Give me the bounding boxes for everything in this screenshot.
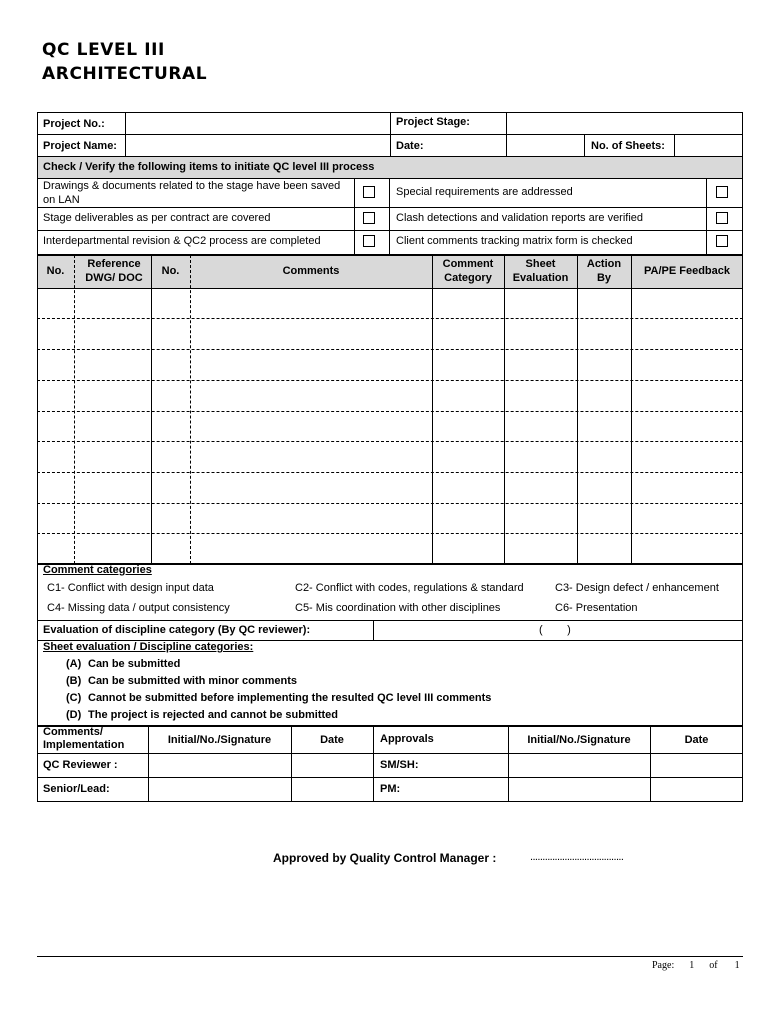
initial-signature-header-2: Initial/No./Signature: [527, 734, 631, 746]
date-header-2: Date: [684, 734, 709, 746]
project-no-field[interactable]: [126, 113, 389, 134]
divider: [706, 178, 707, 255]
page-label: Page:: [652, 960, 675, 971]
checklist-right-item: Client comments tracking matrix form is checked: [396, 235, 633, 247]
approvals-header: Approvals: [380, 733, 434, 745]
checklist-left-item: Interdepartmental revision & QC2 process are completed: [43, 235, 321, 247]
row-divider: [37, 318, 743, 319]
category-item: C3- Design defect / enhancement: [555, 582, 719, 594]
evaluation-text: The project is rejected and cannot be submitted: [88, 709, 338, 721]
checklist-left-item: Stage deliverables as per contract are covered: [43, 212, 271, 224]
senior-lead-label: Senior/Lead:: [43, 783, 110, 795]
col-header-comment-category: Comment Category: [442, 258, 494, 284]
evaluation-text: Cannot be submitted before implementing the resulted QC level III comments: [88, 692, 492, 704]
comment-categories-heading: Comment categories: [43, 564, 152, 576]
date-label: Date:: [396, 140, 424, 152]
row-divider: [37, 441, 743, 442]
divider: [584, 134, 585, 156]
page-footer: [652, 960, 740, 971]
evaluation-key: (B): [66, 675, 82, 687]
evaluation-text: Can be submitted with minor comments: [88, 675, 298, 687]
sheet-evaluation-heading: Sheet evaluation / Discipline categories:: [43, 641, 254, 653]
category-item: C6- Presentation: [555, 602, 638, 614]
col-divider: [151, 255, 152, 564]
checkbox[interactable]: [716, 212, 728, 224]
checklist-right-item: Special requirements are addressed: [396, 186, 573, 198]
page-total: 1: [734, 960, 740, 971]
date-header: Date: [320, 734, 344, 746]
evaluation-key: (D): [66, 709, 82, 721]
row-divider: [37, 533, 743, 534]
title-line-1: QC LEVEL III: [42, 40, 165, 60]
project-no-label: Project No.:: [43, 118, 105, 130]
col-divider: [190, 255, 191, 564]
divider: [373, 726, 374, 802]
evaluation-key: (A): [66, 658, 82, 670]
divider: [389, 178, 390, 255]
row-divider: [37, 503, 743, 504]
col-header-reference: Reference DWG/ DOC: [85, 258, 143, 284]
col-header-comments: Comments: [282, 265, 340, 277]
divider: [37, 207, 743, 208]
category-item: C1- Conflict with design input data: [47, 582, 214, 594]
of-label: of: [709, 960, 718, 971]
approval-label: Approved by Quality Control Manager :: [273, 851, 497, 865]
evaluation-text: Can be submitted: [88, 658, 181, 670]
divider: [37, 288, 743, 289]
row-divider: [37, 472, 743, 473]
col-header-action-by: Action By: [586, 258, 622, 284]
divider: [37, 777, 743, 778]
row-divider: [37, 411, 743, 412]
checklist-left-item: Drawings & documents related to the stage have been saved on LAN: [43, 180, 341, 206]
divider: [37, 156, 743, 157]
col-header-no: No.: [46, 265, 65, 277]
col-header-feedback: PA/PE Feedback: [644, 265, 730, 277]
project-name-field[interactable]: [126, 135, 389, 156]
checkbox[interactable]: [363, 212, 375, 224]
title-line-2: ARCHITECTURAL: [42, 64, 208, 84]
col-header-no-2: No.: [161, 265, 180, 277]
comments-table-border: [37, 255, 743, 564]
divider: [37, 230, 743, 231]
project-name-label: Project Name:: [43, 140, 117, 152]
col-divider: [631, 255, 632, 564]
checkbox[interactable]: [363, 186, 375, 198]
divider: [373, 620, 374, 641]
col-divider: [504, 255, 505, 564]
col-divider: [577, 255, 578, 564]
initial-signature-header: Initial/No./Signature: [167, 734, 272, 746]
row-divider: [37, 380, 743, 381]
col-divider: [74, 255, 75, 564]
checklist-heading: Check / Verify the following items to initiate QC level III process: [43, 161, 375, 173]
category-item: C5- Mis coordination with other disciplines: [295, 602, 501, 614]
divider: [37, 753, 743, 754]
divider: [354, 178, 355, 255]
checkbox[interactable]: [716, 186, 728, 198]
col-divider: [432, 255, 433, 564]
evaluation-value[interactable]: ( ): [539, 624, 571, 636]
project-stage-label: Project Stage:: [396, 116, 470, 128]
checkbox[interactable]: [716, 235, 728, 247]
document-title: [42, 38, 207, 86]
qc-reviewer-label: QC Reviewer :: [43, 759, 118, 771]
project-stage-field[interactable]: [507, 113, 742, 134]
sheets-field[interactable]: [675, 135, 742, 156]
sm-sh-label: SM/SH:: [380, 759, 419, 771]
footer-rule: [37, 956, 743, 957]
evaluation-key: (C): [66, 692, 82, 704]
divider: [390, 112, 391, 156]
sheets-label: No. of Sheets:: [591, 140, 665, 152]
date-field[interactable]: [507, 135, 583, 156]
checklist-right-item: Clash detections and validation reports are verified: [396, 212, 644, 224]
comments-implementation-header: Comments/ Implementation: [43, 726, 125, 751]
category-item: C4- Missing data / output consistency: [47, 602, 230, 614]
evaluation-label: Evaluation of discipline category (By QC reviewer):: [43, 624, 311, 636]
col-header-sheet-evaluation: Sheet Evaluation: [512, 258, 569, 284]
approval-signature-dots[interactable]: ......................................: [530, 851, 624, 863]
row-divider: [37, 349, 743, 350]
category-item: C2- Conflict with codes, regulations & standard: [295, 582, 524, 594]
pm-label: PM:: [380, 783, 401, 795]
page-current: 1: [689, 960, 695, 971]
checkbox[interactable]: [363, 235, 375, 247]
